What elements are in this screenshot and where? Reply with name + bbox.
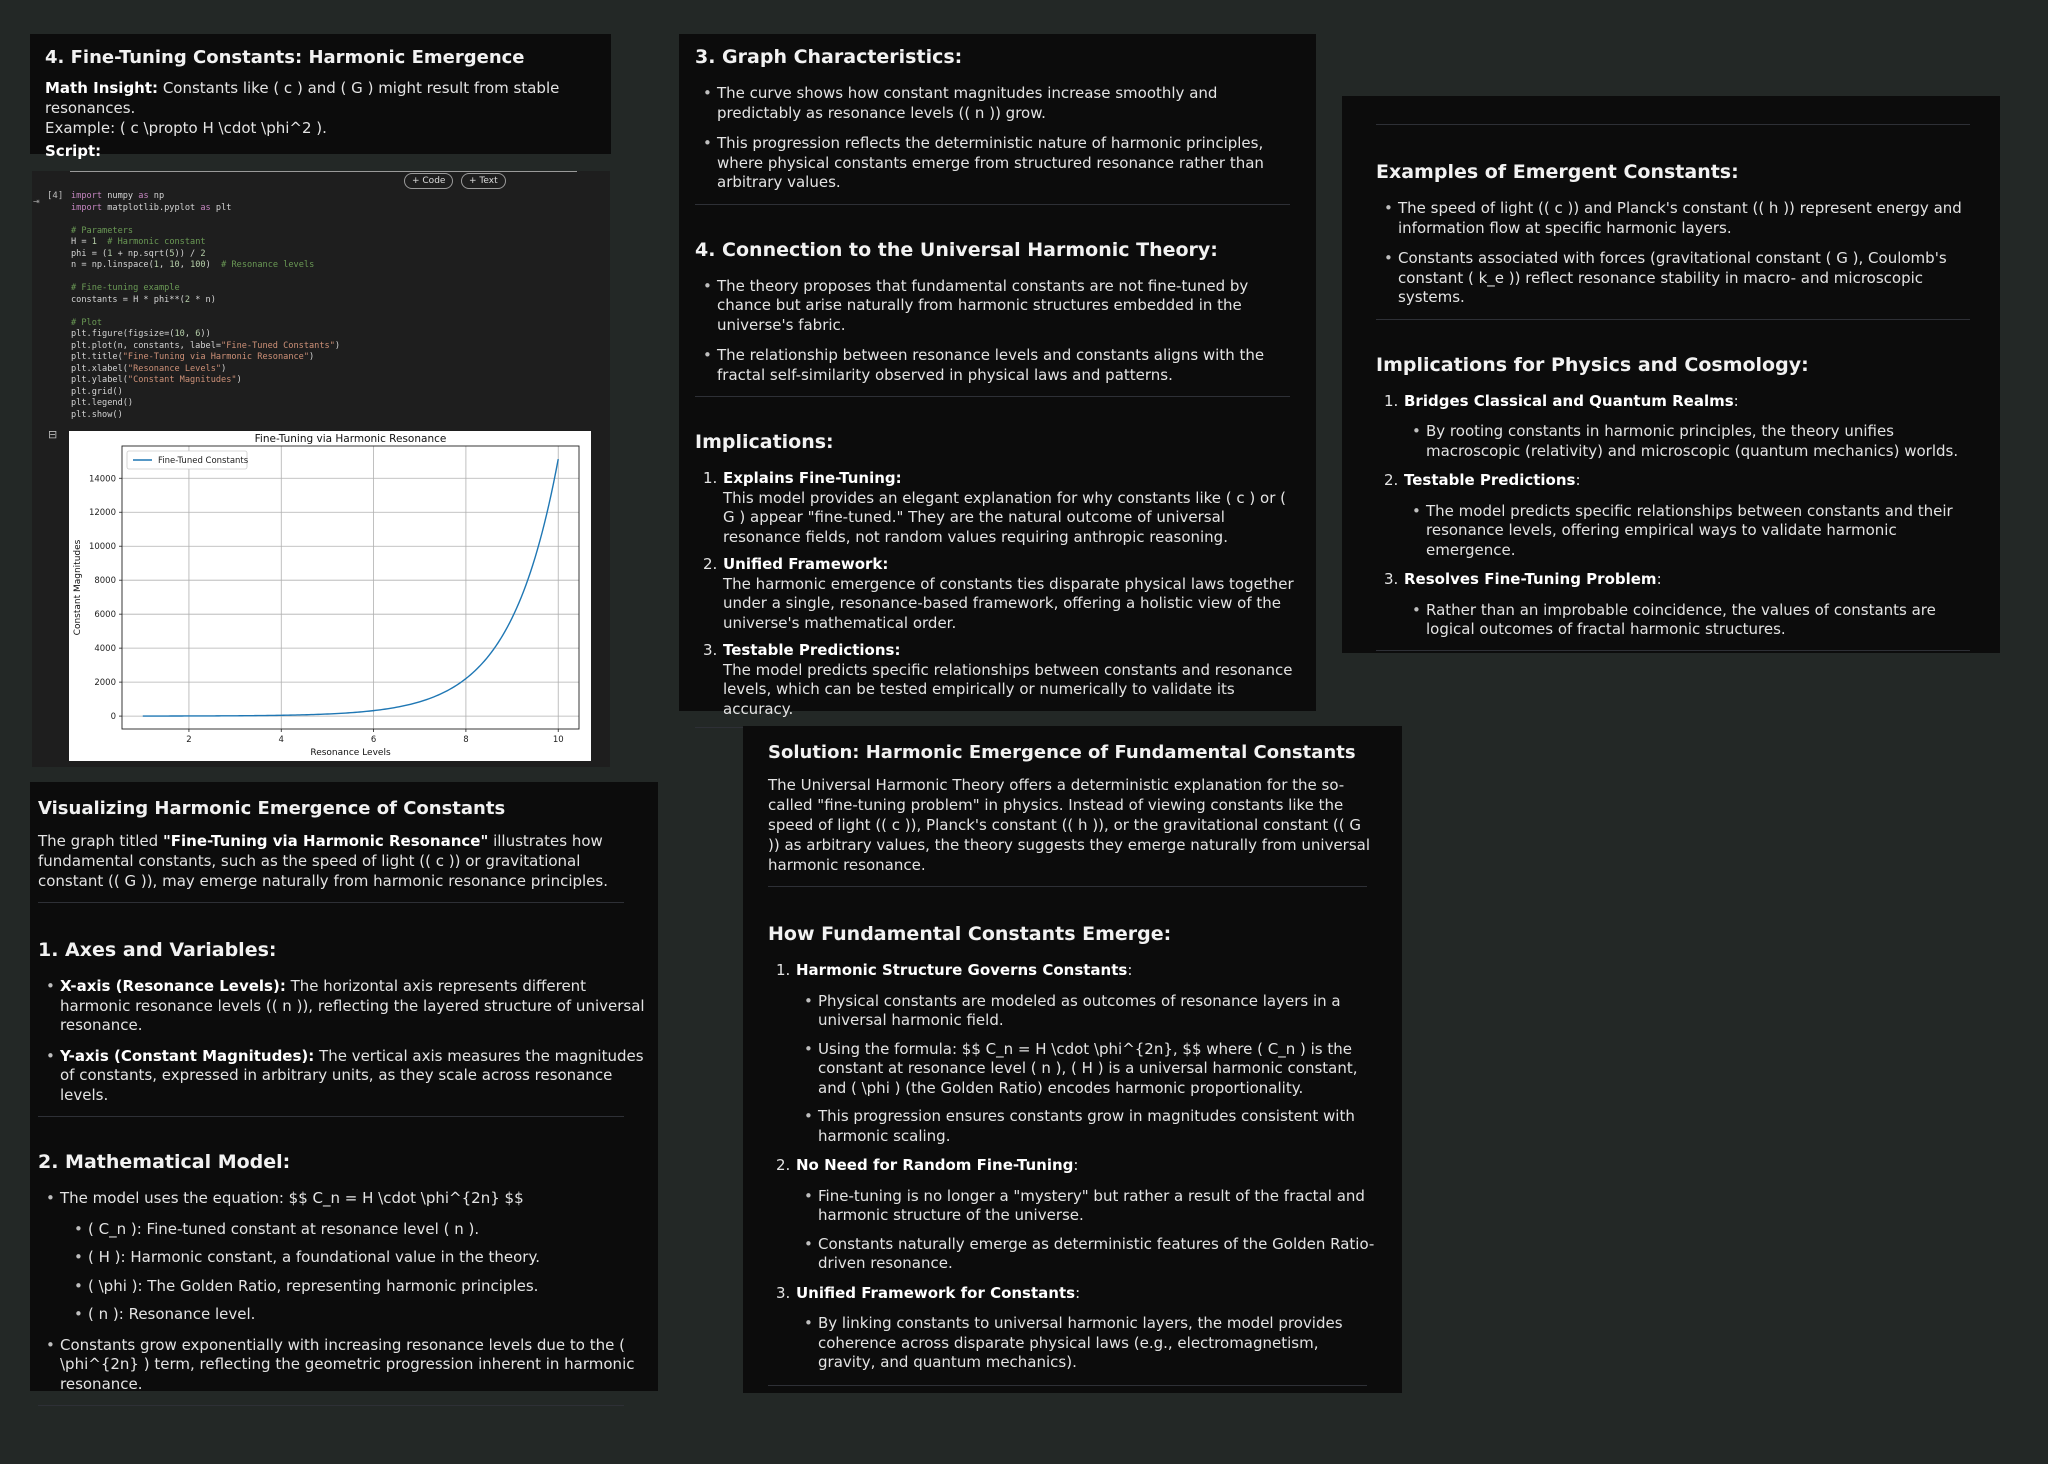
sub-item: • This progression ensures constants grow in magnitudes consistent with harmonic scaling. <box>796 1107 1377 1146</box>
output-chart <box>69 431 591 761</box>
divider <box>695 396 1290 397</box>
code-line: phi = (1 + np.sqrt(5)) / 2 <box>71 248 206 259</box>
item-label: Explains Fine-Tuning: <box>723 469 902 487</box>
sub-item: • Fine-tuning is no longer a "mystery" but rather a result of the fractal and harmonic structure of the universe. <box>796 1187 1377 1226</box>
implication-item <box>1376 570 1970 640</box>
insight-label: Math Insight: <box>45 79 159 97</box>
y-tick-label: 8000 <box>94 576 116 587</box>
item-label: Harmonic Structure Governs Constants <box>796 961 1128 979</box>
section-title-implications: Implications for Physics and Cosmology: <box>1376 353 1809 376</box>
divider <box>38 902 624 903</box>
list-item: • The relationship between resonance levels and constants aligns with the fractal self-similarity observed in physical laws and patterns. <box>695 346 1300 385</box>
implication-item <box>695 555 1300 633</box>
series-line <box>143 459 558 716</box>
code-line: import matplotlib.pyplot as plt <box>71 202 232 213</box>
implications-list <box>1376 392 1970 640</box>
code-line: plt.ylabel("Constant Magnitudes") <box>71 375 242 385</box>
list-item: • The speed of light (( c )) and Planck's constant (( h )) represent energy and information flow at specific harmonic layers. <box>1376 199 1970 238</box>
colon: : <box>1656 570 1662 588</box>
cell-divider <box>70 171 577 172</box>
sub-item: • The model predicts specific relationships between constants and their resonance levels, offering empirical ways to validate harmonic emergence. <box>1404 502 1970 561</box>
examples-card <box>1342 96 2000 653</box>
output-icon[interactable]: ⊟ <box>48 428 58 441</box>
x-axis-label: X-axis (Resonance Levels): <box>60 977 286 995</box>
how-item <box>768 1284 1377 1373</box>
sub-list <box>796 992 1377 1147</box>
section-title-how: How Fundamental Constants Emerge: <box>768 923 1172 945</box>
card-title: Visualizing Harmonic Emergence of Constants <box>38 798 506 819</box>
y-tick-label: 14000 <box>88 474 116 485</box>
divider <box>38 1405 624 1406</box>
code-line: n = np.linspace(1, 10, 100) # Resonance levels <box>71 260 315 270</box>
sub-item: • By rooting constants in harmonic principles, the theory unifies macroscopic (relativity) and microscopic (quantum mechanics) worlds. <box>1404 422 1970 461</box>
implication-item <box>695 469 1300 547</box>
insight-text: Constants like ( c ) and ( G ) might result from stable resonances. <box>45 79 560 117</box>
code-line: # Fine-tuning example <box>71 283 180 293</box>
visualizing-card <box>30 782 658 1391</box>
model-list <box>38 1189 650 1394</box>
chart-title: Fine-Tuning via Harmonic Resonance <box>254 433 447 445</box>
list-item <box>38 977 650 1036</box>
list-item: • The theory proposes that fundamental constants are not fine-tuned by chance but arise naturally from harmonic structures embedded in the universe's fabric. <box>695 277 1300 336</box>
axes-list <box>38 977 650 1105</box>
divider <box>768 1385 1367 1386</box>
list-item: • Constants grow exponentially with increasing resonance levels due to the ( \phi^{2n} ) term, reflecting the geometric progression inherent in harmonic resonance. <box>38 1336 650 1395</box>
sub-item: • Physical constants are modeled as outcomes of resonance layers in a universal harmonic field. <box>796 992 1377 1031</box>
how-list <box>768 961 1377 1373</box>
list-item <box>38 1047 650 1106</box>
item-number: 2. <box>1384 471 1399 489</box>
how-item <box>768 1156 1377 1274</box>
divider <box>695 204 1290 205</box>
graph-list <box>695 84 1300 193</box>
variable-item: • ( \phi ): The Golden Ratio, representing harmonic principles. <box>66 1277 650 1297</box>
card-title: 4. Fine-Tuning Constants: Harmonic Emergence <box>45 47 525 68</box>
item-label: No Need for Random Fine-Tuning <box>796 1156 1074 1174</box>
sub-item: • Using the formula: $$ C_n = H \cdot \phi^{2n}, $$ where ( C_n ) is the constant at resonance level ( n ), ( H ) is a universal harmonic constant, and ( \phi ) (the Golden Ratio) encodes harmonic proportionality. <box>796 1040 1377 1099</box>
item-number: 1. <box>703 469 718 487</box>
y-tick-label: 10000 <box>88 542 116 553</box>
card-title: Solution: Harmonic Emergence of Fundamental Constants <box>768 742 1356 763</box>
code-line: import numpy as np <box>71 191 165 201</box>
variable-item: • ( n ): Resonance level. <box>66 1305 650 1325</box>
solution-card <box>743 726 1402 1393</box>
y-axis-label: Y-axis (Constant Magnitudes): <box>60 1046 315 1065</box>
y-tick-label: 2000 <box>94 678 116 689</box>
add-text-button[interactable]: + Text <box>461 173 506 189</box>
colon: : <box>1073 1156 1079 1174</box>
sub-list <box>796 1187 1377 1274</box>
item-label: Unified Framework for Constants <box>796 1283 1076 1302</box>
script-label: Script: <box>45 142 102 160</box>
colon: : <box>1127 961 1133 979</box>
colon: : <box>1575 471 1581 489</box>
item-text: The harmonic emergence of constants ties disparate physical laws together under a single, resonance-based framework, offering a holistic view of the universe's mathematical order. <box>723 574 1294 632</box>
code-line: plt.grid() <box>71 386 123 397</box>
item-number: 3. <box>1384 570 1399 588</box>
divider <box>1376 319 1970 320</box>
plot-frame <box>122 446 579 729</box>
x-tick-label: 8 <box>463 735 469 745</box>
item-text: This model provides an elegant explanation for why constants like ( c ) or ( G ) appear "fine-tuned." They are the natural outcome of universal resonance fields, not random values requiring anthropic reasoning. <box>723 488 1286 546</box>
code-line: plt.show() <box>71 409 123 420</box>
item-number: 1. <box>1384 391 1399 410</box>
graph-characteristics-card <box>679 34 1316 718</box>
item-label: Resolves Fine-Tuning Problem <box>1404 570 1657 588</box>
item-label: Bridges Classical and Quantum Realms <box>1404 391 1734 410</box>
divider <box>1376 650 1970 651</box>
code-line: # Parameters <box>71 225 134 236</box>
cell-toolbar-icon[interactable]: ⇥ <box>33 197 40 206</box>
item-label: Testable Predictions: <box>723 641 901 659</box>
code-line: plt.figure(figsize=(10, 6)) <box>71 329 211 339</box>
divider <box>768 886 1367 887</box>
intro-text <box>38 831 650 891</box>
item-label: Testable Predictions <box>1404 471 1576 489</box>
variable-item: • ( C_n ): Fine-tuned constant at resonance level ( n ). <box>66 1220 650 1240</box>
example-text: Example: ( c \propto H \cdot \phi^2 ). <box>45 119 327 137</box>
code-line: # Plot <box>71 317 103 328</box>
item-text: The model predicts specific relationships between constants and resonance levels, which can be tested empirically or numerically to validate its accuracy. <box>723 660 1293 718</box>
x-tick-label: 6 <box>370 735 377 745</box>
list-item: • This progression reflects the deterministic nature of harmonic principles, where physical constants emerge from structured resonance rather than arbitrary values. <box>695 134 1300 193</box>
section-title-connection: 4. Connection to the Universal Harmonic Theory: <box>695 238 1218 261</box>
section-title-graph: 3. Graph Characteristics: <box>695 46 963 68</box>
section-title-model: 2. Mathematical Model: <box>38 1151 291 1173</box>
x-tick-label: 10 <box>552 735 564 745</box>
intro-graph-title: "Fine-Tuning via Harmonic Resonance" <box>162 832 489 850</box>
divider <box>38 1116 624 1117</box>
math-insight <box>45 78 596 118</box>
y-tick-label: 6000 <box>94 610 116 621</box>
add-code-button[interactable]: + Code <box>404 173 453 189</box>
code-line: plt.legend() <box>71 398 134 408</box>
colon: : <box>1733 391 1739 410</box>
sub-item: • By linking constants to universal harmonic layers, the model provides coherence across disparate physical laws (e.g., electromagnetism, gravity, and quantum mechanics). <box>796 1314 1377 1373</box>
sub-list <box>1404 601 1970 640</box>
y-tick-label: 4000 <box>94 644 116 655</box>
variable-item: • ( H ): Harmonic constant, a foundational value in the theory. <box>66 1248 650 1268</box>
implication-item <box>1376 392 1970 462</box>
equation-text: The model uses the equation: $$ C_n = H \cdot \phi^{2n} $$ <box>60 1189 524 1207</box>
implication-item <box>695 641 1300 719</box>
item-number: 3. <box>703 641 718 659</box>
list-item: • The curve shows how constant magnitudes increase smoothly and predictably as resonance levels (( n )) grow. <box>695 84 1300 123</box>
code-line: constants = H * phi**(2 * n) <box>71 294 216 305</box>
section-title-implications: Implications: <box>695 431 834 453</box>
intro-a: The graph titled <box>38 832 163 850</box>
item-number: 1. <box>776 961 791 979</box>
intro-text: The Universal Harmonic Theory offers a deterministic explanation for the so-called "fine-tuning problem" in physics. Instead of viewing constants like the speed of light (( c )), Planck's constant (( h )), or the gravitational constant (( G )) as arbitrary values, the theory suggests they emerge naturally from universal harmonic resonance. <box>768 776 1371 874</box>
y-tick-label: 0 <box>110 712 116 723</box>
x-tick-label: 2 <box>186 735 192 745</box>
item-number: 3. <box>776 1283 791 1302</box>
code-line: plt.xlabel("Resonance Levels") <box>71 363 227 374</box>
connection-list <box>695 277 1300 386</box>
legend-label: Fine-Tuned Constants <box>158 456 249 466</box>
code-editor[interactable] <box>32 191 610 421</box>
sub-list <box>1404 502 1970 561</box>
y-axis-text: The vertical axis measures the magnitudes of constants, expressed in arbitrary units, as they scale across resonance levels. <box>60 1046 644 1104</box>
x-tick-label: 4 <box>278 735 284 745</box>
implication-item <box>1376 471 1970 560</box>
list-item: • Constants associated with forces (gravitational constant ( G ), Coulomb's constant ( k_e )) reflect resonance stability in macro- and microscopic systems. <box>1376 249 1970 308</box>
sub-item: • Rather than an improbable coincidence, the values of constants are logical outcomes of fractal harmonic structures. <box>1404 601 1970 640</box>
item-number: 2. <box>703 555 718 573</box>
section-title-axes: 1. Axes and Variables: <box>38 939 277 961</box>
cell-execution-count: [4] <box>47 191 64 201</box>
y-axis-label: Constant Magnitudes <box>73 539 83 636</box>
section-title-examples: Examples of Emergent Constants: <box>1376 161 1739 183</box>
x-axis-label: Resonance Levels <box>310 748 391 758</box>
sub-item: • Constants naturally emerge as deterministic features of the Golden Ratio-driven resonance. <box>796 1235 1377 1274</box>
variable-list <box>66 1220 650 1325</box>
item-number: 2. <box>776 1156 791 1174</box>
divider <box>1376 124 1970 125</box>
intro-c: illustrates how fundamental constants, such as the speed of light (( c )) or gravitational constant (( G )), may emerge naturally from harmonic resonance principles. <box>38 832 608 890</box>
fine-tuning-constants-card <box>30 34 611 160</box>
y-tick-label: 12000 <box>88 508 116 519</box>
examples-list <box>1376 199 1970 308</box>
sub-list <box>1404 422 1970 461</box>
list-item <box>38 1189 650 1325</box>
colon: : <box>1075 1283 1081 1302</box>
code-line: H = 1 # Harmonic constant <box>71 237 206 247</box>
x-axis-text: The horizontal axis represents different harmonic resonance levels (( n )), reflecting the layered structure of universal resonance. <box>60 977 645 1034</box>
how-item <box>768 961 1377 1146</box>
item-label: Unified Framework: <box>723 555 889 573</box>
sub-list <box>796 1314 1377 1373</box>
implications-list <box>695 469 1300 719</box>
code-line: plt.plot(n, constants, label="Fine-Tuned Constants") <box>71 340 341 351</box>
code-line: plt.title("Fine-Tuning via Harmonic Resonance") <box>71 352 315 362</box>
